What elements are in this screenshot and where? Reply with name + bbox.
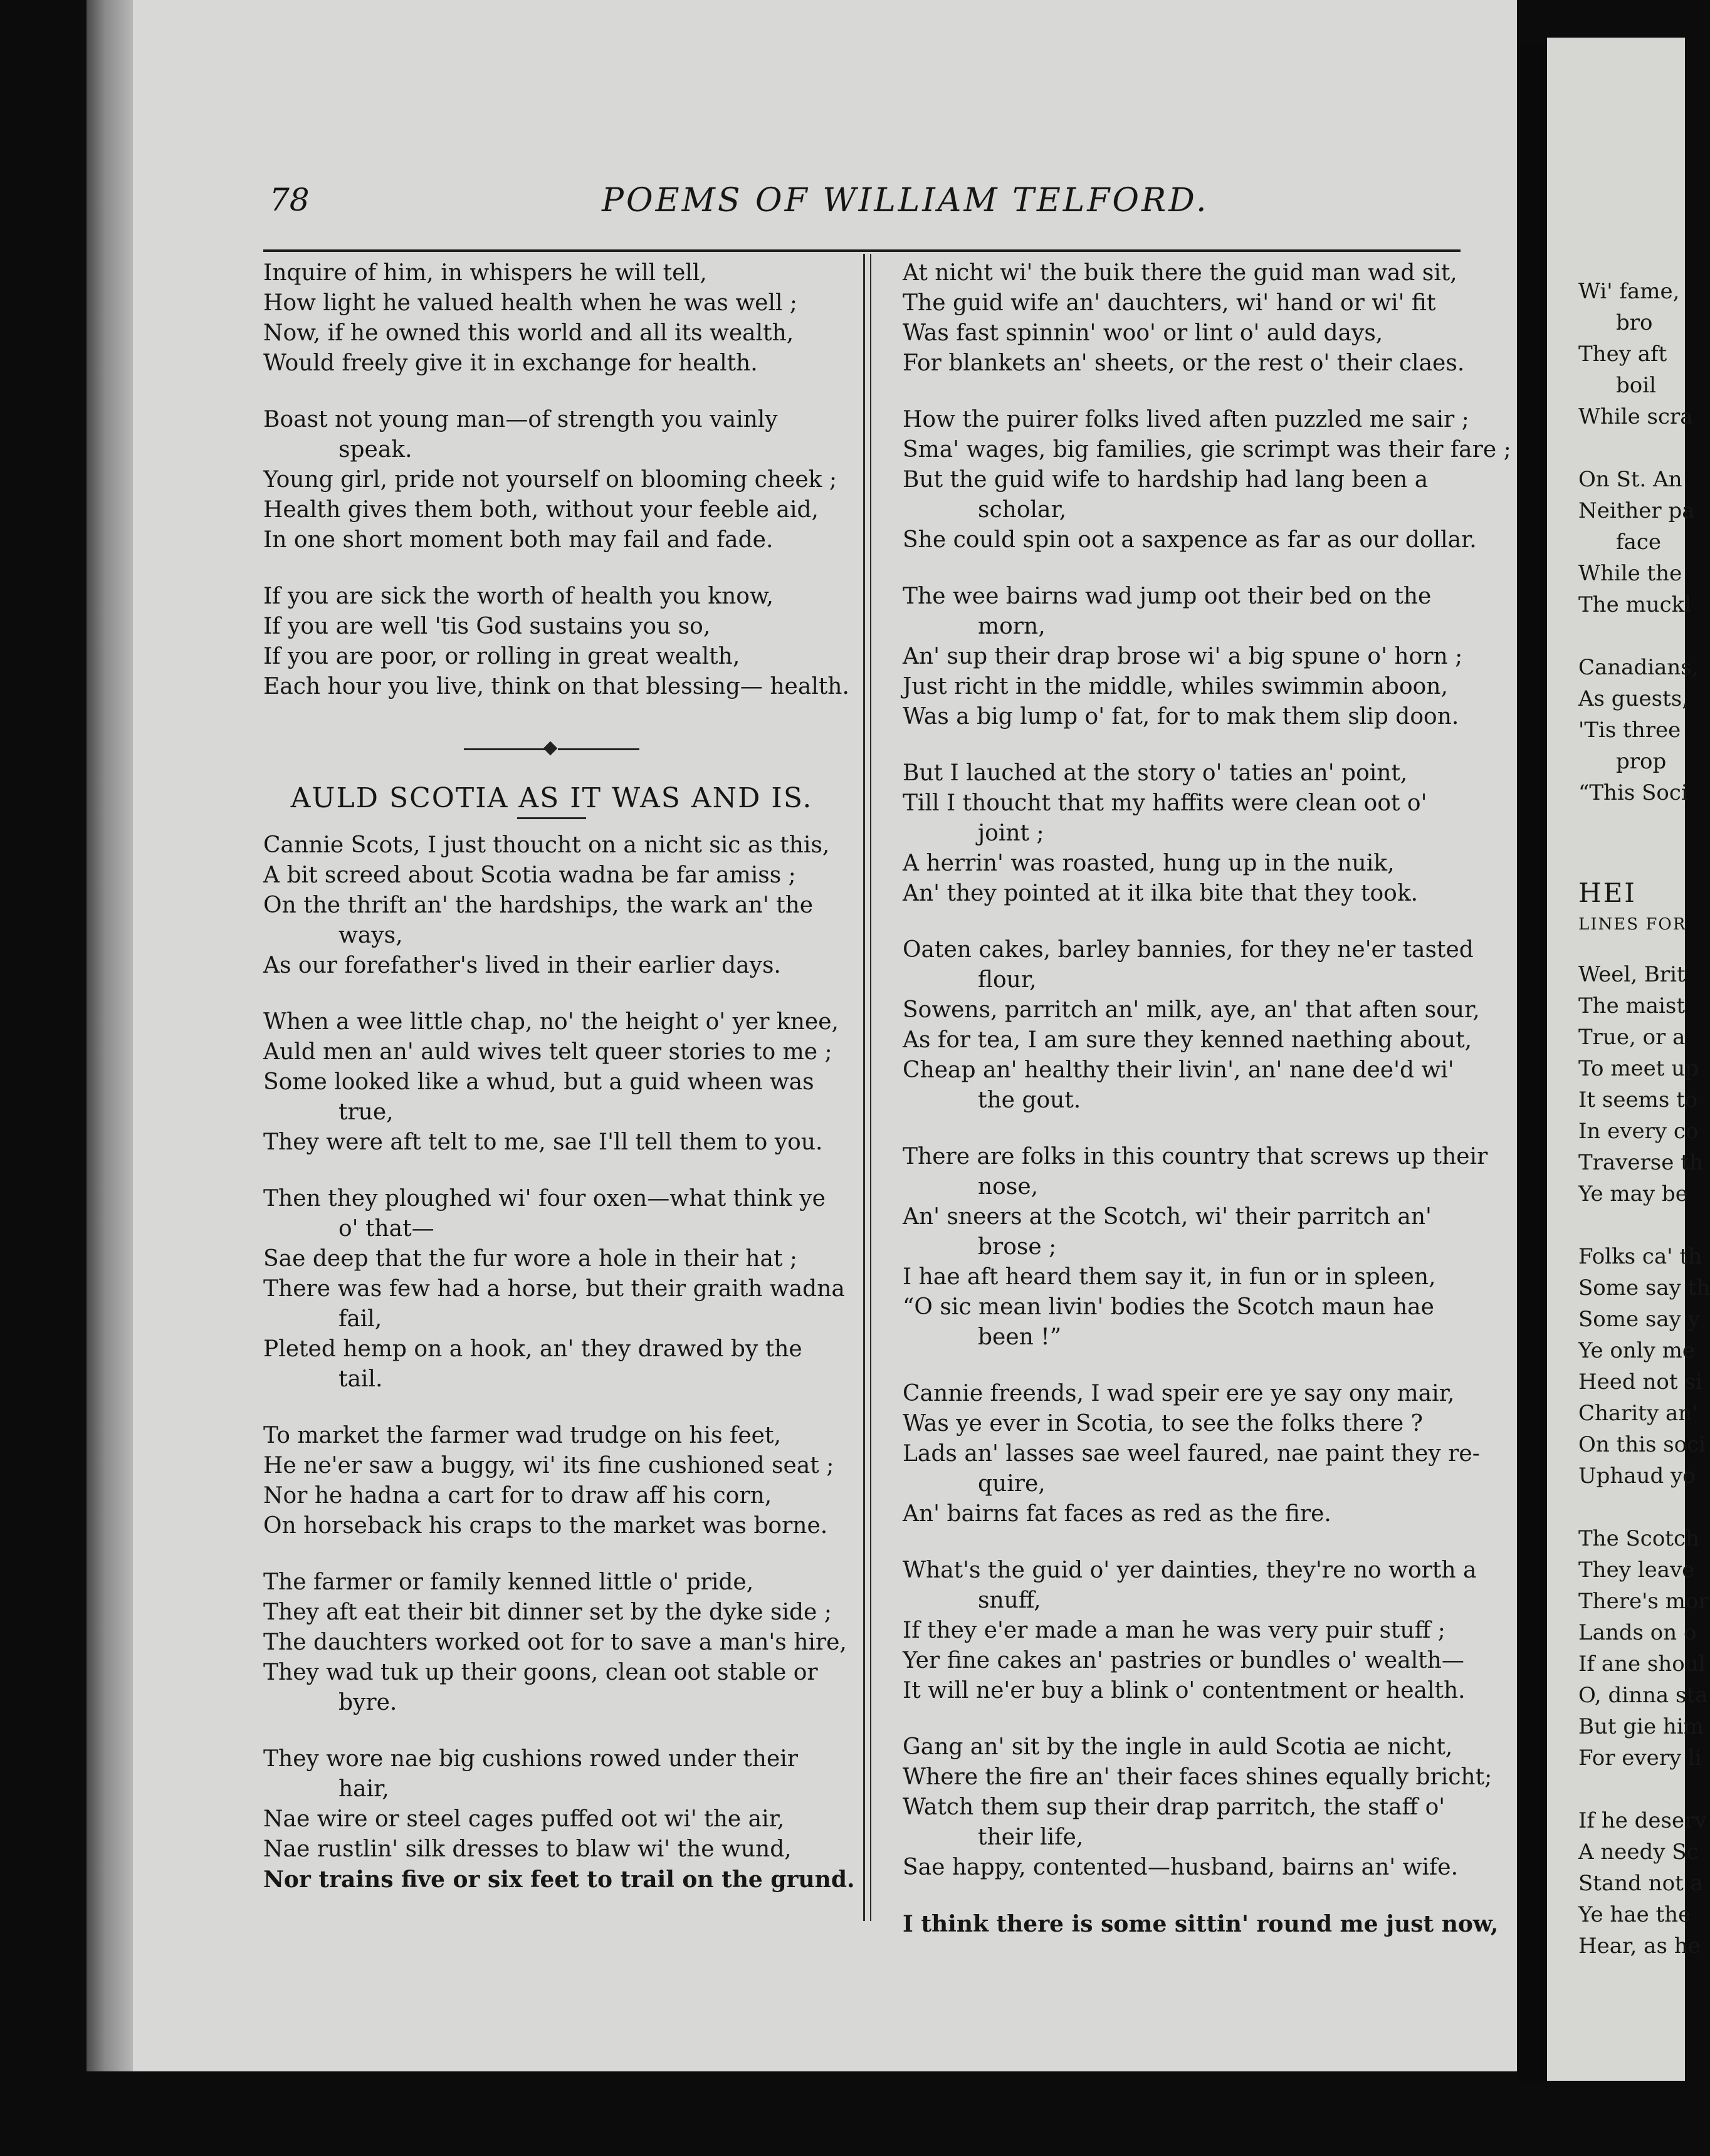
stanza [903,1556,1479,1706]
text-fragment [1578,1774,1704,1805]
verse-line: The dauchters worked oot for to save a man's hire, [263,1630,847,1655]
text-fragment: Weel, Brit [1578,962,1686,987]
stanza [263,1007,840,1158]
verse-line: Sma' wages, big families, gie scrimpt was their fare ; [903,437,1511,463]
verse-line: Watch them sup their drap parritch, the staff o' [903,1794,1445,1820]
verse-line: Auld men an' auld wives telt queer stories to me ; [263,1039,832,1065]
verse-line: Cannie freends, I wad speir ere ye say ony mair, [903,1381,1455,1406]
verse-line: On the thrift an' the hardships, the wark an' the [263,892,814,918]
text-fragment: Folks ca' th [1578,1244,1702,1269]
text-fragment: They aft [1578,342,1667,367]
verse-line: To market the farmer wad trudge on his feet, [263,1423,781,1448]
verse-line: Cheap an' healthy their livin', an' nane dee'd wi' [903,1057,1454,1083]
text-fragment: Traverse th [1578,1150,1703,1175]
verse-line: An' they pointed at it ilka bite that they took. [903,881,1419,906]
verse-line: Just richt in the middle, whiles swimmin aboon, [903,674,1448,699]
text-fragment: boil [1616,373,1656,398]
verse-line: For blankets an' sheets, or the rest o' their claes. [903,350,1465,376]
verse-line: They wad tuk up their goons, clean oot stable or [263,1660,818,1685]
text-fragment: Wi' fame, [1578,279,1680,304]
text-fragment: prop [1616,749,1667,774]
verse-line: Oaten cakes, barley bannies, for they ne'er tasted [903,937,1474,963]
text-fragment [1578,620,1704,652]
stanza [263,582,849,702]
verse-line: true, [338,1099,394,1125]
stanza [903,582,1479,732]
text-fragment: Stand not a [1578,1871,1703,1896]
stanza [263,258,840,379]
verse-line: A herrin' was roasted, hung up in the nuik, [903,850,1395,876]
verse-line: But the guid wife to hardship had lang been a [903,467,1429,493]
text-fragment: 'Tis three [1578,718,1681,743]
verse-line: Nor he hadna a cart for to draw aff his corn, [263,1483,772,1509]
stanza [263,1184,845,1395]
verse-line: hair, [338,1776,389,1802]
section-ornament [263,728,840,772]
text-fragment: They leave [1578,1557,1695,1583]
page-edge [87,0,133,2071]
verse-line: It will ne'er buy a blink o' contentment or health. [903,1678,1466,1703]
verse-line: An' sup their drap brose wi' a big spune o' horn ; [903,644,1463,669]
text-fragment: Ye hae the [1578,1902,1691,1927]
verse-line: byre. [338,1690,397,1715]
verse-line: “O sic mean livin' bodies the Scotch maun hae [903,1294,1434,1320]
verse-line: been !” [978,1324,1062,1350]
text-fragment: Some say y [1578,1307,1700,1332]
text-fragment: face [1616,530,1662,555]
facing-subheading: LINES FOR [1578,915,1687,934]
text-fragment: Hear, as he [1578,1934,1701,1959]
verse-line: When a wee little chap, no' the height o' yer knee, [263,1009,839,1035]
text-fragment: bro [1616,310,1653,335]
poem-auld-scotia-part-1 [263,830,855,1895]
verse-line: Nae rustlin' silk dresses to blaw wi' the wund, [263,1836,792,1862]
stanza [903,1142,1488,1353]
column-divider [863,254,865,1921]
text-fragment: Ye may be [1578,1181,1688,1206]
stanza [903,1732,1492,1883]
verse-line: If they e'er made a man he was very puir stuff ; [903,1618,1445,1643]
verse-line: They aft eat their bit dinner set by the dyke side ; [263,1599,832,1625]
text-fragment: Some say th [1578,1275,1710,1300]
text-fragment: Heed not si [1578,1369,1702,1395]
text-fragment: Neither pa [1578,498,1695,523]
verse-line: Lads an' lasses sae weel faured, nae paint they re- [903,1441,1480,1467]
verse-line: The guid wife an' dauchters, wi' hand or wi' fit [903,290,1436,316]
verse-line: Nor trains five or six feet to trail on the grund. [263,1866,855,1893]
text-fragment: For every li [1578,1745,1702,1771]
stanza [903,258,1479,379]
verse-line: their life, [978,1824,1084,1850]
text-fragment: If he deserv [1578,1808,1707,1833]
verse-line: Young girl, pride not yourself on blooming cheek ; [263,467,837,493]
page-number: 78 [270,182,310,218]
text-fragment: While scra [1578,404,1693,429]
stanza [903,935,1479,1116]
verse-line: Was ye ever in Scotia, to see the folks there ? [903,1411,1423,1436]
verse-line: the gout. [978,1087,1081,1113]
page-header [270,182,1461,226]
column-divider-inner [870,254,871,1921]
text-fragment [1578,432,1704,464]
verse-line: An' sneers at the Scotch, wi' their parritch an' [903,1204,1432,1230]
text-fragment: If ane shoul [1578,1651,1706,1677]
verse-line: Sae happy, contented—husband, bairns an' wife. [903,1855,1459,1880]
verse-line: On horseback his craps to the market was borne. [263,1513,828,1539]
verse-line: Each hour you live, think on that blessing— health. [263,674,849,699]
verse-line: Boast not young man—of strength you vainly [263,407,778,432]
text-fragment: In every co [1578,1119,1699,1144]
verse-line: Sae deep that the fur wore a hole in their hat ; [263,1246,798,1272]
verse-line: If you are well 'tis God sustains you so, [263,614,711,639]
verse-line: Yer fine cakes an' pastries or bundles o' wealth— [903,1648,1464,1673]
text-fragment [1578,1210,1704,1241]
verse-line: joint ; [978,820,1044,846]
text-fragment: As guests, [1578,686,1689,711]
facing-fragments-bottom [1578,959,1710,1962]
verse-line: A bit screed about Scotia wadna be far amiss ; [263,862,796,888]
text-fragment: Uphaud yo [1578,1463,1696,1489]
verse-line: As for tea, I am sure they kenned naething about, [903,1027,1472,1053]
verse-line: Inquire of him, in whispers he will tell, [263,260,707,286]
verse-line: They were aft telt to me, sae I'll tell them to you. [263,1129,823,1155]
text-fragment [1578,1492,1704,1523]
verse-line: Was a big lump o' fat, for to mak them slip doon. [903,704,1459,730]
verse-line: nose, [978,1174,1039,1200]
stanza [263,1567,847,1718]
text-fragment: True, or a [1578,1025,1686,1050]
verse-line: If you are poor, or rolling in great wealth, [263,644,740,669]
book-gutter [1517,44,1547,2081]
text-fragment: The maist [1578,993,1685,1018]
poem-title: AULD SCOTIA AS IT WAS AND IS. [290,782,813,814]
verse-line: Gang an' sit by the ingle in auld Scotia ae nicht, [903,1734,1453,1760]
verse-line: I think there is some sittin' round me just now, [903,1911,1499,1937]
verse-line: Cannie Scots, I just thoucht on a nicht sic as this, [263,832,830,858]
text-fragment: “This Soci [1578,780,1688,805]
text-fragment: On this soci [1578,1432,1706,1457]
text-fragment: The Scotch [1578,1526,1699,1551]
text-fragment: While the [1578,561,1682,586]
stanza [903,405,1511,555]
verse-line: An' bairns fat faces as red as the fire. [903,1501,1331,1527]
text-fragment: O, dinna sta [1578,1683,1708,1708]
title-rule [517,817,586,819]
verse-line: Some looked like a whud, but a guid wheen was [263,1069,814,1095]
facing-page-text [1578,276,1710,1962]
verse-line: ways, [338,923,403,948]
stanza [903,758,1479,909]
text-fragment: There's mor [1578,1589,1709,1614]
verse-line: They wore nae big cushions rowed under their [263,1746,799,1772]
verse-line: quire, [978,1471,1046,1497]
left-column [263,258,855,1921]
stanza [263,830,840,981]
verse-line: How the puirer folks lived aften puzzled me sair ; [903,407,1469,432]
text-fragment: Charity an' [1578,1401,1698,1426]
stanza [903,1379,1479,1529]
stanza [263,1421,840,1541]
verse-line: If you are sick the worth of health you know, [263,583,774,609]
text-fragment: It seems to [1578,1087,1698,1112]
verse-line: flour, [978,967,1037,993]
verse-line: scholar, [978,497,1067,523]
verse-line: Would freely give it in exchange for health. [263,350,758,376]
verse-line: brose ; [978,1234,1057,1260]
verse-line: Now, if he owned this world and all its wealth, [263,320,794,346]
verse-line: There are folks in this country that screws up their [903,1144,1488,1170]
text-fragment: Canadians, [1578,655,1699,680]
verse-line: Pleted hemp on a hook, an' they drawed by the [263,1336,802,1362]
verse-line: Till I thoucht that my haffits were clean oot o' [903,790,1427,816]
text-fragment: Ye only me [1578,1338,1696,1363]
verse-line: speak. [338,437,412,463]
poem-health-ending [263,258,849,702]
stanza [903,1909,1499,1939]
verse-line: She could spin oot a saxpence as far as our dollar. [903,527,1477,553]
verse-line: As our forefather's lived in their earlier days. [263,953,781,978]
verse-line: In one short moment both may fail and fade. [263,527,774,553]
verse-line: Then they ploughed wi' four oxen—what think ye [263,1186,826,1211]
facing-heading: HEI [1578,877,1637,908]
verse-line: o' that— [338,1216,434,1242]
verse-line: Nae wire or steel cages puffed oot wi' the air, [263,1806,785,1832]
text-fragment: Lands on o [1578,1620,1697,1645]
verse-line: He ne'er saw a buggy, wi' its fine cushioned seat ; [263,1453,834,1478]
verse-line: Where the fire an' their faces shines equally bricht; [903,1764,1492,1790]
verse-line: The wee bairns wad jump oot their bed on the [903,583,1432,609]
verse-line: There was few had a horse, but their graith wadna [263,1276,845,1302]
verse-line: At nicht wi' the buik there the guid man wad sit, [903,260,1457,286]
verse-line: Sowens, parritch an' milk, aye, an' that aften sour, [903,997,1480,1023]
verse-line: tail. [338,1366,383,1392]
text-fragment: On St. An [1578,467,1682,492]
poem-auld-scotia-part-2 [903,258,1511,1939]
text-fragment: A needy Sc [1578,1839,1699,1865]
right-column [903,258,1511,1965]
facing-fragments-top [1578,276,1704,808]
stanza [263,405,840,555]
text-fragment: To meet up [1578,1056,1699,1081]
header-rule [263,249,1461,252]
verse-line: How light he valued health when he was well ; [263,290,798,316]
verse-line: But I lauched at the story o' taties an' point, [903,760,1408,786]
verse-line: snuff, [978,1588,1041,1613]
verse-line: Was fast spinnin' woo' or lint o' auld days, [903,320,1383,346]
stanza [263,1744,855,1895]
running-title: POEMS OF WILLIAM TELFORD. [602,182,1209,219]
verse-line: I hae aft heard them say it, in fun or in spleen, [903,1264,1436,1290]
verse-line: morn, [978,614,1046,639]
text-fragment: But gie him [1578,1714,1704,1739]
verse-line: The farmer or family kenned little o' pride, [263,1569,754,1595]
text-fragment: The muckl [1578,592,1692,617]
verse-line: fail, [338,1306,382,1332]
verse-line: What's the guid o' yer dainties, they're no worth a [903,1557,1477,1583]
verse-line: Health gives them both, without your feeble aid, [263,497,819,523]
